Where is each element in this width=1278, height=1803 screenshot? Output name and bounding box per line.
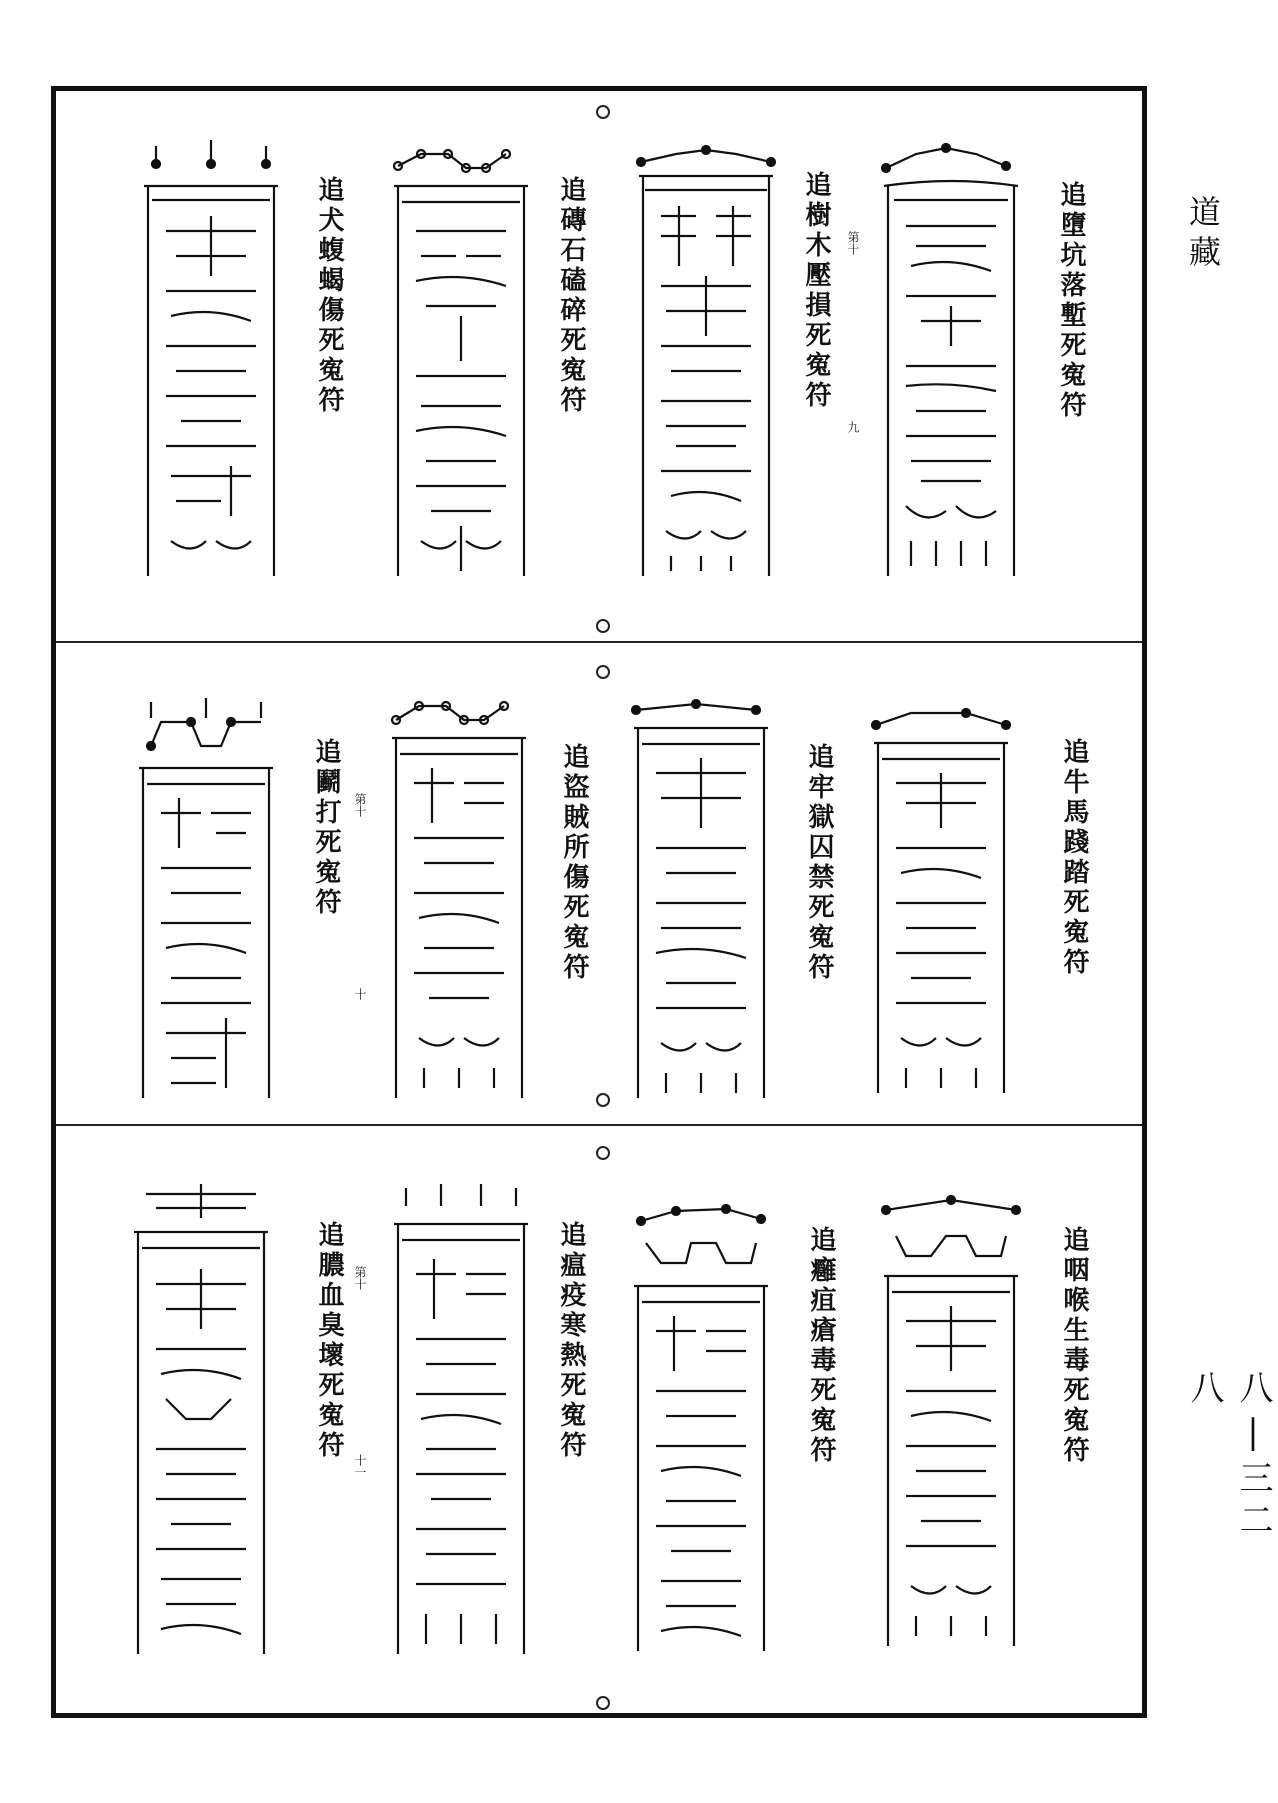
talisman-caption: 追樹木壓損死寃符: [801, 171, 831, 411]
talisman-caption: 追牛馬踐踏死寃符: [1059, 738, 1089, 978]
talisman-panel-1: [56, 91, 1142, 641]
page-number: 八|三二八: [1184, 1370, 1273, 1544]
side-title: 道藏: [1184, 195, 1222, 275]
talisman-note: 第十: [353, 793, 367, 817]
talisman-seal: [386, 146, 536, 586]
talisman-caption: 追磚石磕碎死寃符: [556, 176, 586, 416]
circle-mark: [596, 1146, 610, 1160]
talisman-note: 十: [353, 988, 367, 1000]
page-frame: [51, 86, 1147, 1718]
talisman-caption: 追瘟疫寒熱死寃符: [556, 1221, 586, 1461]
talisman-caption: 追咽喉生毒死寃符: [1059, 1226, 1089, 1466]
circle-mark: [596, 1696, 610, 1710]
talisman-seal: [384, 698, 534, 1108]
talisman-seal: [131, 698, 281, 1108]
talisman-caption: 追犬蝮蝎傷死寃符: [314, 176, 344, 416]
talisman-seal: [136, 136, 286, 586]
talisman-caption: 追盜賊所傷死寃符: [559, 743, 589, 983]
circle-mark: [596, 105, 610, 119]
talisman-panel-2: [56, 643, 1142, 1124]
talisman-caption: 追墮坑落塹死寃符: [1056, 181, 1086, 421]
talisman-seal: [876, 1196, 1026, 1656]
talisman-seal: [631, 146, 781, 586]
circle-mark: [596, 1093, 610, 1107]
circle-mark: [596, 619, 610, 633]
talisman-seal: [126, 1184, 276, 1664]
talisman-panel-3: [56, 1126, 1142, 1718]
talisman-caption: 追鬬打死寃符: [311, 738, 341, 918]
talisman-seal: [866, 703, 1016, 1103]
talisman-caption: 追牢獄囚禁死寃符: [804, 743, 834, 983]
talisman-note: 第十: [846, 231, 860, 255]
talisman-note: 十一: [353, 1454, 367, 1478]
talisman-seal: [626, 698, 776, 1108]
circle-mark: [596, 665, 610, 679]
talisman-caption: 追癰疽瘡毒死寃符: [806, 1226, 836, 1466]
talisman-seal: [876, 146, 1026, 586]
talisman-seal: [386, 1184, 536, 1664]
talisman-note: 第十: [353, 1266, 367, 1290]
talisman-caption: 追膿血臭壞死寃符: [314, 1221, 344, 1461]
talisman-seal: [626, 1201, 776, 1661]
talisman-note: 九: [846, 421, 860, 433]
